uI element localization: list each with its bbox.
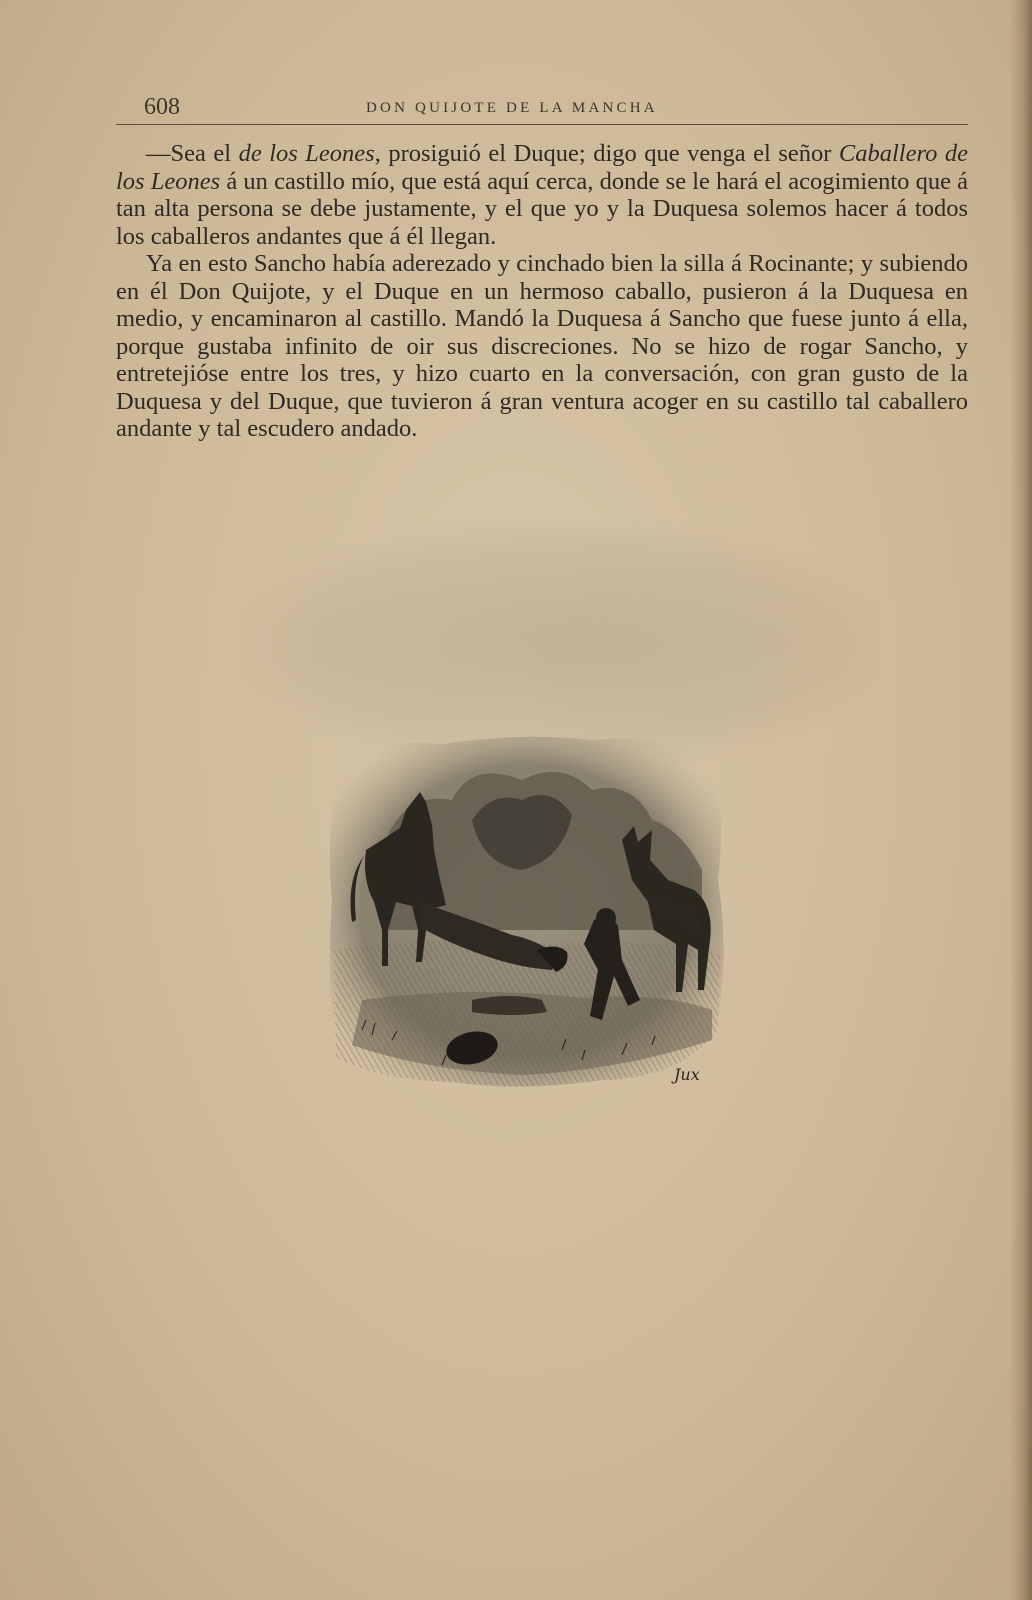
- italic-text-segment: Caballero de los Leones: [116, 140, 968, 195]
- engraving-illustration: [322, 730, 742, 1100]
- text-segment: Ya en esto Sancho había aderezado y cinchado bien la silla á Rocinante; y subiendo en él Don Quijote, y el Duque en un hermoso caballo, pusieron á la Duquesa en medio, y encaminaron al castillo. Mandó la Duquesa á Sancho que fuese junto á ella, porque gustaba infinito de oir sus discreciones. No se hizo de rogar Sancho, y entretejióse entre los tres, y hizo cuarto en la conversación, con gran gusto de la Duquesa y del Duque, que tuvieron á gran ventura acoger en su castillo tal caballero andante y tal escudero andado.: [116, 250, 968, 442]
- paragraph: [116, 140, 968, 250]
- page-header: [116, 92, 968, 126]
- text-segment: á un castillo mío, que está aquí cerca, donde se le hará el acogimiento que á tan alta persona se debe justamente, y el que yo y la Duquesa solemos hacer á todos los caballeros andantes que á él llegan.: [116, 167, 969, 250]
- engraving-svg: [322, 730, 742, 1100]
- header-rule: [116, 124, 968, 125]
- running-title: DON QUIJOTE DE LA MANCHA: [366, 100, 658, 116]
- paragraph: [116, 250, 968, 443]
- text-segment: —Sea el: [146, 140, 239, 167]
- body-text: [116, 140, 968, 443]
- artist-signature: Jux: [674, 1065, 700, 1084]
- page-edge-shadow: [1010, 0, 1032, 1600]
- page-number: 608: [144, 94, 180, 120]
- text-segment: , prosiguió el Duque; digo que venga el señor: [374, 140, 839, 167]
- italic-text-segment: de los Leones: [238, 140, 375, 167]
